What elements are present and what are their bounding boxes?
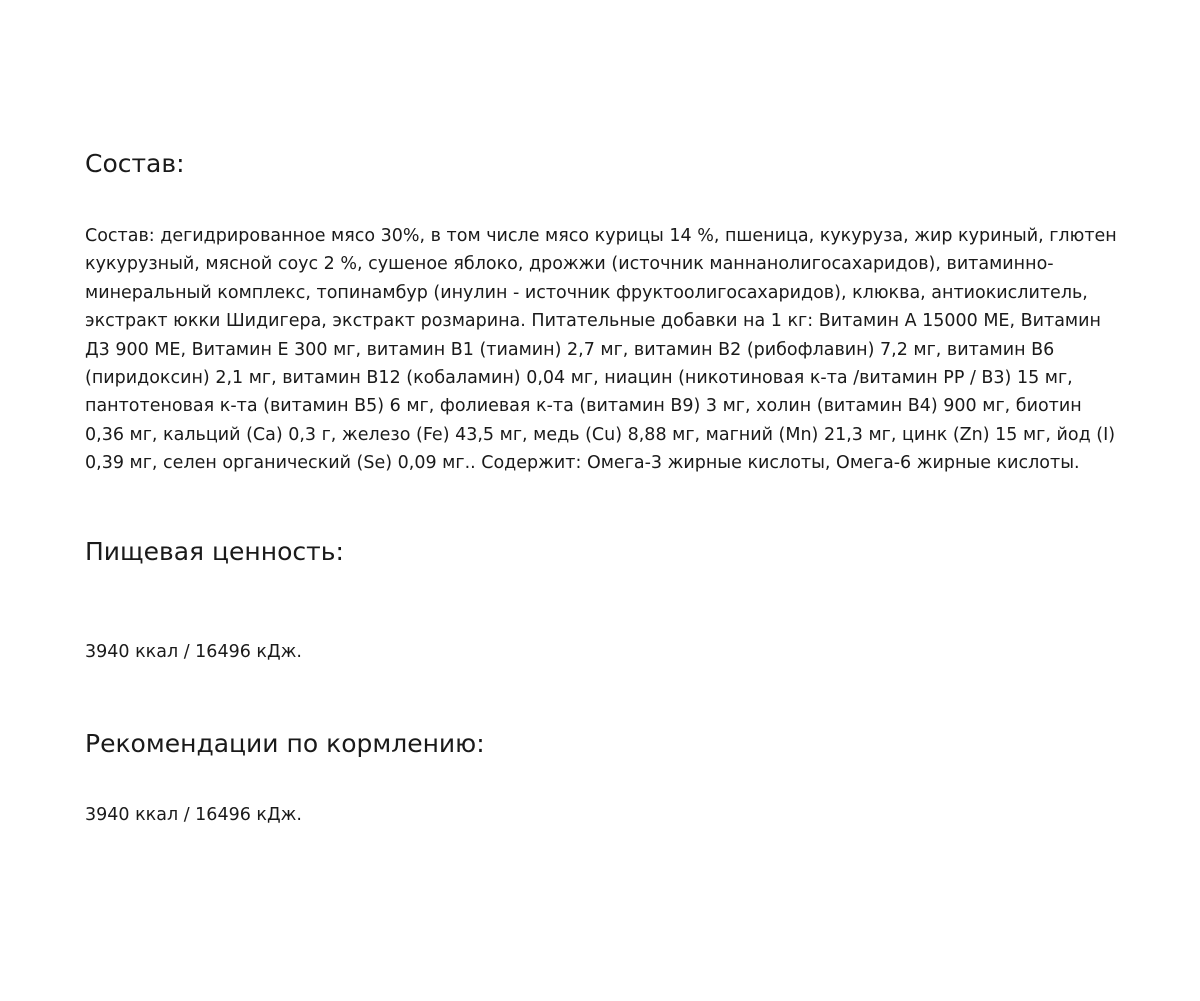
composition-text: Состав: дегидрированное мясо 30%, в том числе мясо курицы 14 %, пшеница, кукуруза, жир куриный, глютен кукурузный, мясной соус 2 %, сушеное яблоко, дрожжи (источник маннанолигосахаридов), витаминно-минеральный комплекс, топинамбур (инулин - источник фруктоолигосахаридов), клюква, антиокислитель, экстракт юкки Шидигера, экстракт розмарина. Питательные добавки на 1 кг: Витамин А 15000 МЕ, Витамин Д3 900 МЕ, Витамин Е 300 мг, витамин В1 (тиамин) 2,7 мг, витамин В2 (рибофлавин) 7,2 мг, витамин В6 (пиридоксин) 2,1 мг, витамин В12 (кобаламин) 0,04 мг, ниацин (никотиновая к-та /витамин РР / В3) 15 мг, пантотеновая к-та (витамин В5) 6 мг, фолиевая к-та (витамин В9) 3 мг, холин (витамин В4) 900 мг, биотин 0,36 мг, кальций (Са) 0,3 г, железо (Fe) 43,5 мг, медь (Cu) 8,88 мг, магний (Mn) 21,3 мг, цинк (Zn) 15 мг, йод (I) 0,39 мг, селен органический (Se) 0,09 мг.. Содержит: Омега-3 жирные кислоты, Омега-6 жирные кислоты. [85, 226, 1117, 474]
feeding-heading: Рекомендации по кормлению: [85, 729, 485, 758]
nutrition-text: 3940 ккал / 16496 кДж. [85, 642, 302, 662]
feeding-text: 3940 ккал / 16496 кДж. [85, 805, 302, 825]
composition-heading: Состав: [85, 149, 185, 178]
nutrition-heading: Пищевая ценность: [85, 537, 344, 566]
